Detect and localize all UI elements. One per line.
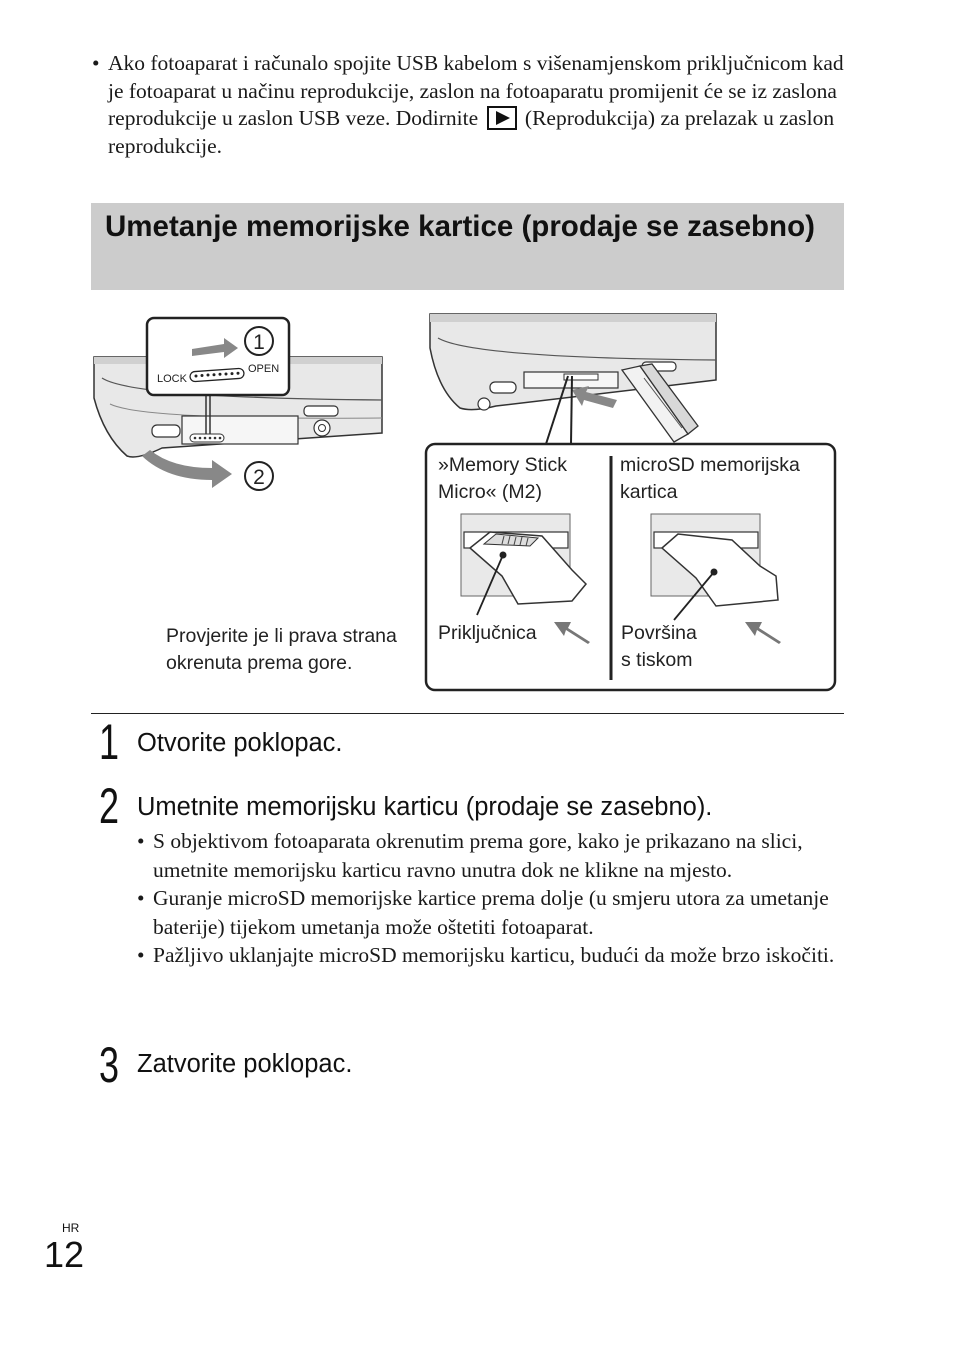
callout-2: 2	[253, 466, 265, 489]
step-3-number: 3	[99, 1037, 120, 1093]
sd-title-line1: microSD memorijska	[620, 454, 800, 476]
step-1-number: 1	[99, 714, 120, 770]
note-item	[137, 827, 847, 884]
intro-text-part2: (Reprodukcija) za prelazak u zaslon reprodukcije.	[108, 106, 835, 158]
sd-caption-line2: s tiskom	[621, 649, 693, 671]
sd-caption-line1: Površina	[621, 622, 697, 644]
bullet: •	[137, 829, 145, 853]
note-item	[137, 941, 847, 970]
note-text: Pažljivo uklanjajte microSD memorijsku karticu, budući da može brzo iskočiti.	[153, 943, 835, 967]
camera-right-illustration	[430, 314, 716, 444]
step-2-notes	[137, 827, 847, 970]
ms-title-line2: Micro« (M2)	[438, 481, 543, 503]
playback-icon	[487, 106, 517, 130]
bullet: •	[137, 886, 145, 910]
intro-text-part1: Ako fotoaparat i računalo spojite USB kabelom s višenamjenskom priključnicom kad je fotoaparat u načinu reprodukcije, zaslon na fotoaparatu promijenit će se iz zaslona reprodukcije u zaslon USB veze. Dodirnite	[108, 51, 844, 130]
section-divider	[91, 713, 844, 714]
lock-slider-inset	[147, 318, 289, 395]
bullet: •	[92, 51, 100, 75]
card-insertion-diagram	[92, 308, 852, 700]
ms-title-line1: »Memory Stick	[438, 454, 567, 476]
lock-label: LOCK	[157, 373, 187, 385]
step-1-text: Otvorite poklopac.	[137, 729, 343, 757]
bullet: •	[137, 943, 145, 967]
check-caption-line1: Provjerite je li prava strana	[166, 625, 397, 647]
card-types-callout	[426, 444, 835, 690]
page-number: 12	[44, 1234, 85, 1275]
section-header	[91, 203, 844, 290]
language-code: HR	[62, 1221, 80, 1235]
section-title: Umetanje memorijske kartice (prodaje se zasebno)	[105, 210, 815, 243]
note-text: Guranje microSD memorijske kartice prema dolje (u smjeru utora za umetanje baterije) tijekom umetanja može oštetiti fotoaparat.	[153, 886, 829, 939]
note-text: S objektivom fotoaparata okrenutim prema gore, kako je prikazano na slici, umetnite memorijsku karticu ravno unutra dok ne klikne na mjesto.	[153, 829, 803, 882]
open-cover-arrow	[142, 450, 273, 490]
check-caption-line2: okrenuta prema gore.	[166, 652, 353, 674]
open-label: OPEN	[248, 363, 280, 375]
step-2-text: Umetnite memorijsku karticu (prodaje se zasebno).	[137, 793, 713, 821]
step-3-text: Zatvorite poklopac.	[137, 1050, 353, 1078]
sd-title-line2: kartica	[620, 481, 678, 503]
callout-1: 1	[253, 331, 265, 354]
intro-note	[92, 50, 852, 160]
ms-caption: Priključnica	[438, 622, 537, 644]
note-item	[137, 884, 847, 941]
step-2-number: 2	[99, 778, 120, 834]
